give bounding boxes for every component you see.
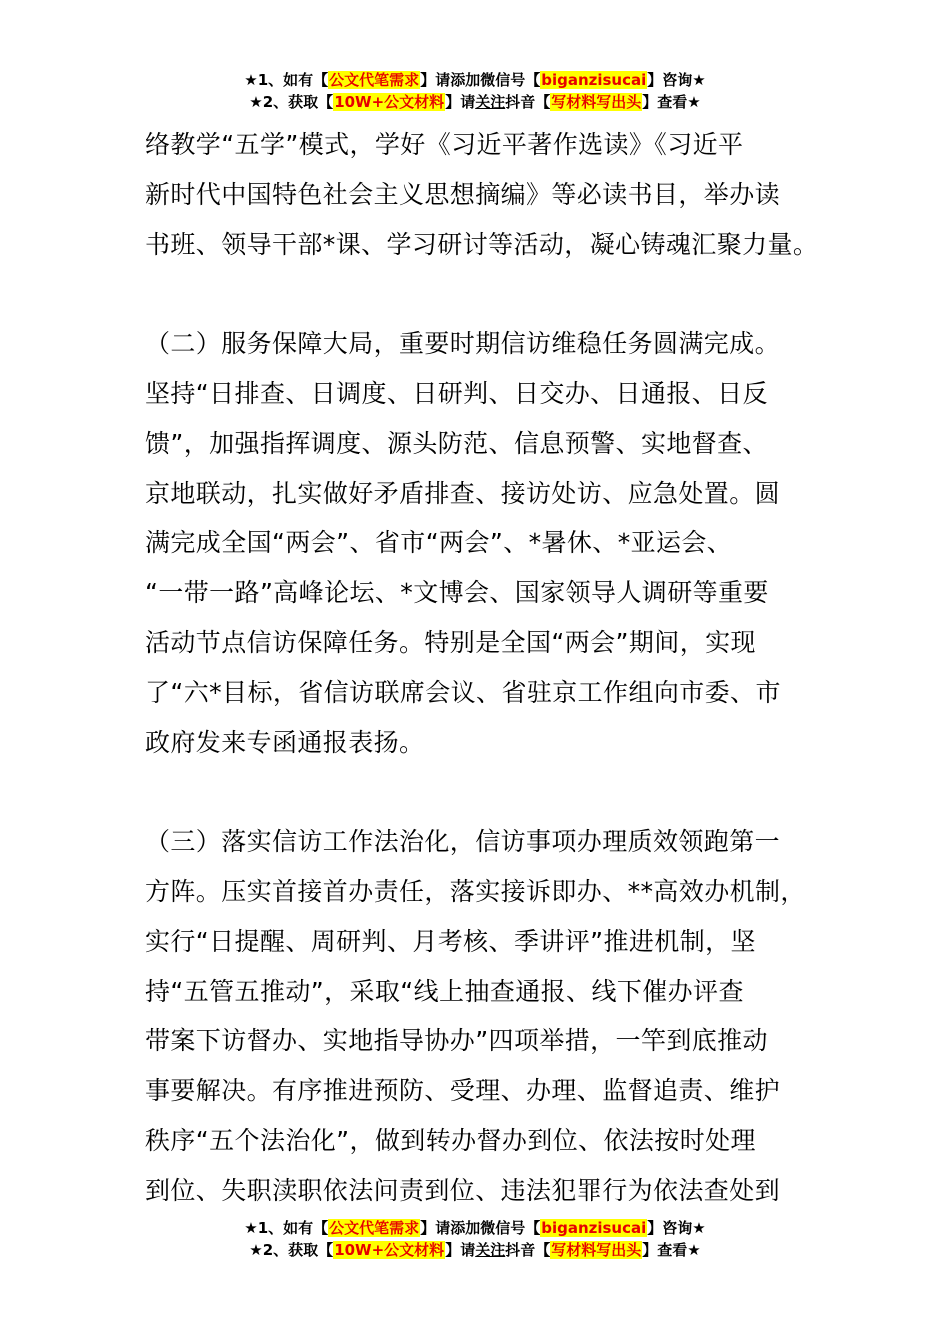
text-line: 京地联动，扎实做好矛盾排查、接访处访、应急处置。圆: [145, 478, 781, 508]
banner-text: 】查看★: [642, 93, 701, 111]
banner-text: ★1、如有【: [244, 71, 329, 89]
banner-text: 】请添加微信号【: [420, 1219, 541, 1237]
text-line: 坚持“日排查、日调度、日研判、日交办、日通报、日反: [145, 378, 768, 408]
banner-highlight: 公文代笔需求: [329, 71, 420, 89]
text-line: 带案下访督办、实地指导协办”四项举措，一竿到底推动: [145, 1026, 768, 1056]
text-line: 活动节点信访保障任务。特别是全国“两会”期间，实现: [145, 627, 756, 657]
banner-line-1: [0, 1217, 950, 1239]
banner-text: 抖音【: [505, 1241, 551, 1259]
text-line: 持“五管五推动”，采取“线上抽查通报、线下催办评查: [145, 976, 744, 1006]
text-line: 新时代中国特色社会主义思想摘编》等必读书目，举办读: [145, 179, 781, 209]
document-body: [145, 120, 835, 1216]
banner-highlight: 10W+公文材料: [334, 1241, 445, 1259]
footer-banner: [0, 1217, 950, 1261]
text-line: （二）服务保障大局，重要时期信访维稳任务圆满完成。: [145, 329, 781, 359]
text-line: 络教学“五学”模式，学好《习近平著作选读》《习近平: [145, 130, 744, 159]
text-line: 政府发来专函通报表扬。: [145, 727, 425, 757]
text-line: （三）落实信访工作法治化，信访事项办理质效领跑第一: [145, 827, 781, 857]
banner-underlined: 关注: [475, 93, 506, 111]
text-line: 馈”，加强指挥调度、源头防范、信息预警、实地督查、: [145, 428, 768, 458]
banner-text: ★2、获取【: [249, 93, 334, 111]
banner-text: 】咨询★: [647, 1219, 706, 1237]
banner-highlight: biganzisucai: [541, 1219, 647, 1237]
text-line: 实行“日提醒、周研判、月考核、季讲评”推进机制，坚: [145, 926, 756, 956]
text-line: 到位、失职渎职依法问责到位、违法犯罪行为依法查处到: [145, 1175, 781, 1205]
text-line: “一带一路”高峰论坛、*文博会、国家领导人调研等重要: [145, 578, 769, 608]
paragraph-gap: [145, 767, 835, 817]
banner-text: 】查看★: [642, 1241, 701, 1259]
text-line: 了“六*目标，省信访联席会议、省驻京工作组向市委、市: [145, 677, 781, 707]
banner-text: ★2、获取【: [249, 1241, 334, 1259]
text-line: 方阵。压实首接首办责任，落实接诉即办、**高效办机制，: [145, 876, 806, 906]
banner-text: 】请添加微信号【: [420, 71, 541, 89]
banner-line-2: [0, 1239, 950, 1261]
banner-text: 】请: [445, 1241, 476, 1259]
text-line: 书班、领导干部*课、学习研讨等活动，凝心铸魂汇聚力量。: [145, 229, 819, 259]
banner-highlight: 写材料写出头: [551, 1241, 642, 1259]
banner-text: 】请: [445, 93, 476, 111]
text-line: 满完成全国“两会”、省市“两会”、*暑休、*亚运会、: [145, 528, 733, 558]
banner-line-1: [0, 69, 950, 91]
paragraph-3: [145, 817, 835, 1215]
text-line: 秩序“五个法治化”，做到转办督办到位、依法按时处理: [145, 1125, 756, 1155]
banner-line-2: [0, 91, 950, 113]
banner-text: 抖音【: [505, 93, 551, 111]
banner-highlight: biganzisucai: [541, 71, 647, 89]
banner-underlined: 关注: [475, 1241, 506, 1259]
paragraph-gap: [145, 269, 835, 319]
banner-highlight: 公文代笔需求: [329, 1219, 420, 1237]
banner-highlight: 10W+公文材料: [334, 93, 445, 111]
header-banner: [0, 69, 950, 113]
text-line: 事要解决。有序推进预防、受理、办理、监督追责、维护: [145, 1076, 781, 1106]
banner-highlight: 写材料写出头: [551, 93, 642, 111]
banner-text: 】咨询★: [647, 71, 706, 89]
banner-text: ★1、如有【: [244, 1219, 329, 1237]
paragraph-1: [145, 120, 835, 269]
paragraph-2: [145, 319, 835, 767]
